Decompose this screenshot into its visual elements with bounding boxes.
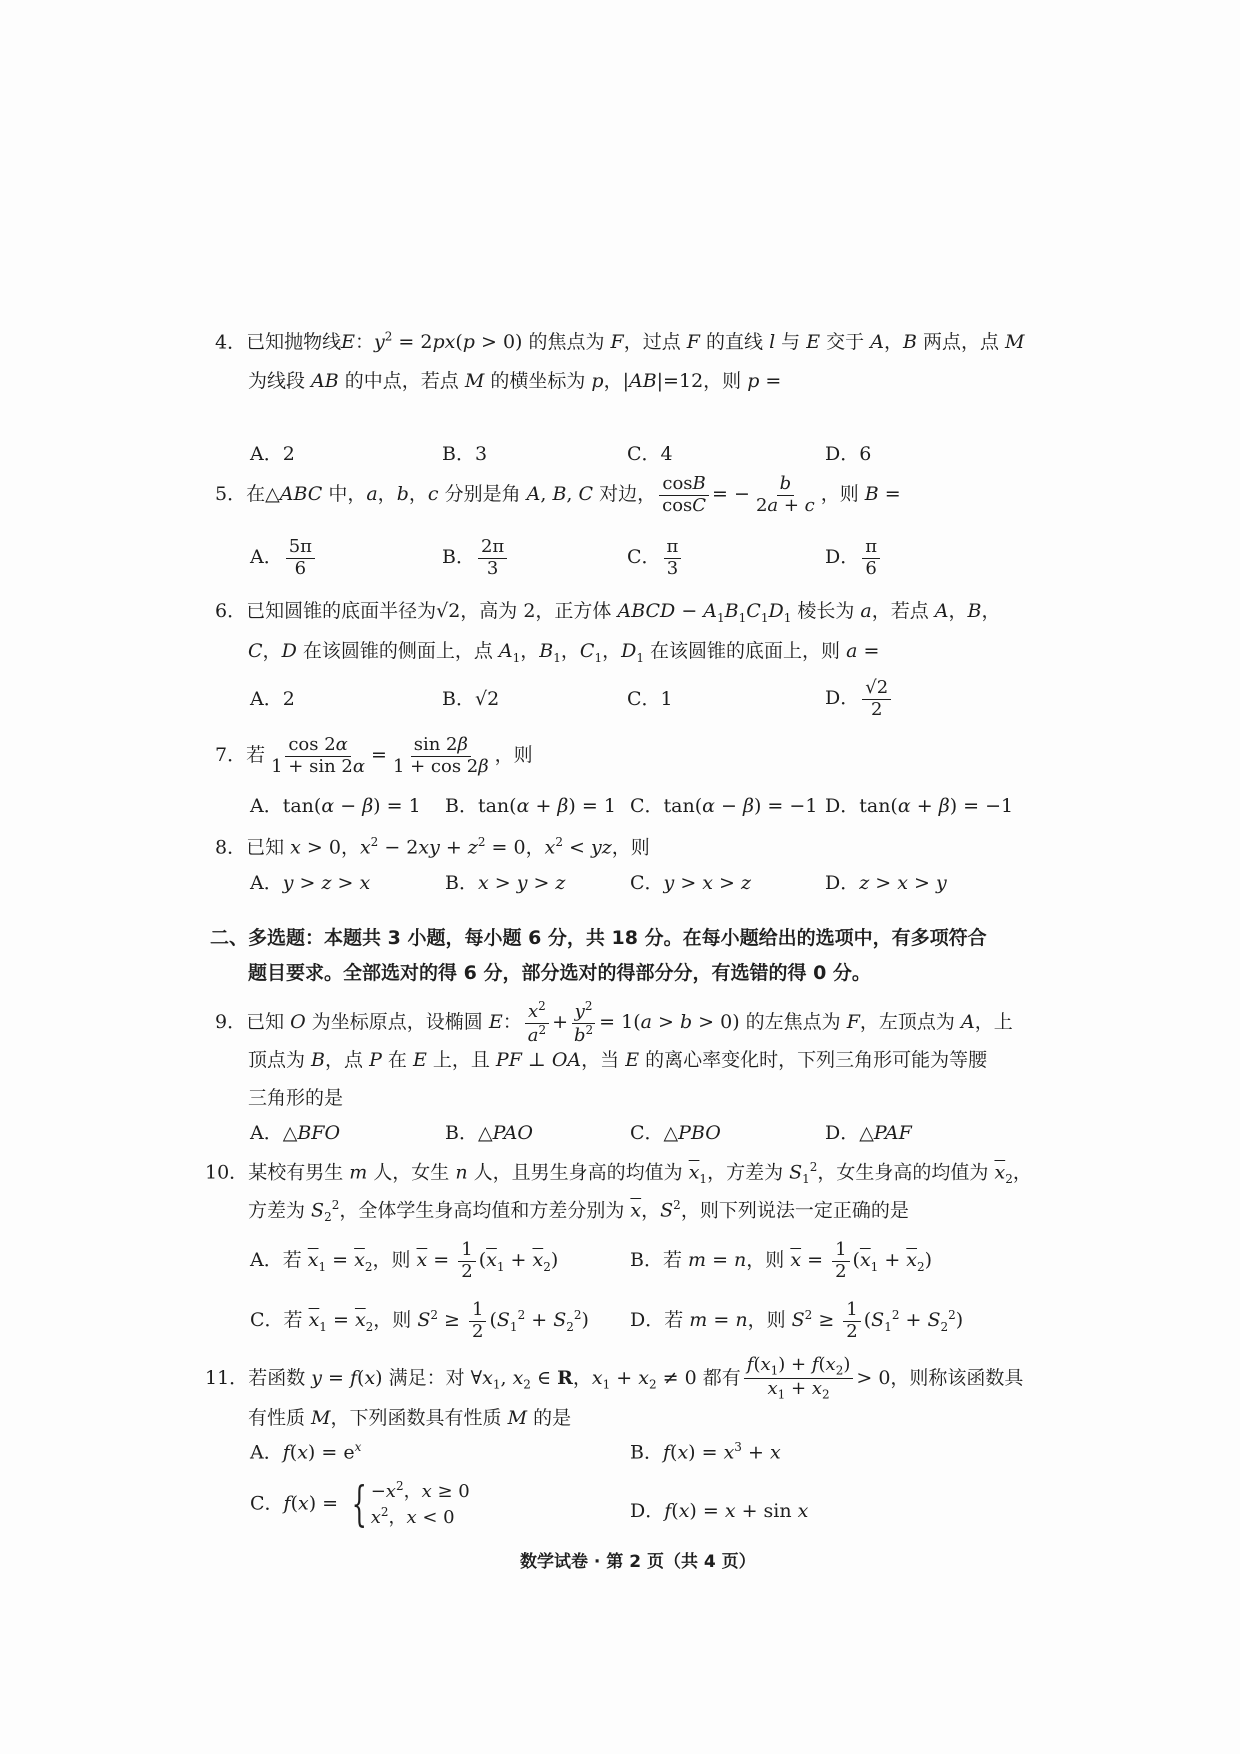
q7-line1: 7．若 $\frac{\cos 2\alpha}{1 + \sin 2\alpha}$ = $\frac{\sin 2\beta}{1 + \cos 2\beta}$ ，则 [215, 734, 533, 777]
q5-option-c[interactable]: C． $\frac{\pi}{3}$ [627, 537, 684, 579]
q8-option-a[interactable]: A．y > z > x [250, 872, 371, 894]
q5-line1: 5．在△ABC 中，a，b，c 分别是角 A, B, C 对边， $\frac{\cos B}{\cos C}$ = − $\frac{b}{2a + c}$ ，则 B = [215, 473, 901, 516]
q8-option-b[interactable]: B．x > y > z [445, 872, 566, 894]
q4-option-d[interactable]: D．6 [825, 443, 872, 465]
q9-line1: 9．已知 O 为坐标原点，设椭圆 E： $\frac{x^2}{a^2}$ + $\frac{y^2}{b^2}$ = 1(a > b > 0) 的左焦点为 F，左顶点为 A，上 [215, 999, 1013, 1046]
q4-text-1: 已知抛物线E：$y^2 = 2px(p > 0)$ 的焦点为 F，过点 F 的直线 l 与 E 交于 A，B 两点，点 M [246, 330, 1025, 354]
q8-line1: 8．已知 x > 0，$x^2 - 2xy + z^2 = 0$，$x^2$ < yz，则 [215, 835, 650, 859]
q5-option-d[interactable]: D． $\frac{\pi}{6}$ [825, 537, 883, 579]
section-2-heading-line1: 二、多选题：本题共 3 小题，每小题 6 分，共 18 分。在每小题给出的选项中，有多项符合 [210, 927, 987, 949]
q7-option-d[interactable]: D．tan(α + β) = −1 [825, 795, 1014, 817]
q9-line2: 顶点为 B，点 P 在 E 上，且 PF ⊥ OA，当 E 的离心率变化时，下列三角形可能为等腰 [248, 1049, 988, 1071]
q4-line2: 为线段 AB 的中点，若点 M 的横坐标为 p，|AB|=12，则 p = [248, 370, 782, 392]
q9-option-a[interactable]: A．△BFO [250, 1122, 341, 1144]
q4-number: 4． [215, 331, 247, 354]
q5-option-b[interactable]: B． $\frac{2\pi}{3}$ [442, 537, 510, 579]
q11-option-c[interactable]: C．f(x) = { $-x^2$，x ≥ 0 $x^2$，x < 0 [250, 1476, 470, 1533]
q6-line2: C，D 在该圆锥的侧面上，点 $A_1$，$B_1$，$C_1$，$D_1$ 在该圆锥的底面上，则 a = [248, 640, 880, 665]
q10-option-c[interactable]: C．若 $\overline{x}_1 = \overline{x}_2$，则 $S^2$ ≥ $\frac{1}{2}$ $(S_1^2 + S_2^2)$ [250, 1299, 589, 1342]
q4-option-b[interactable]: B．3 [442, 443, 488, 465]
q10-line1: 10．某校有男生 m 人，女生 n 人，且男生身高的均值为 $\overline{x}_1$，方差为 $S_1^2$，女生身高的均值为 $\overline{x}_2$， [205, 1160, 1032, 1187]
q6-number: 6． [215, 600, 247, 622]
q5-option-a[interactable]: A． $\frac{5\pi}{6}$ [250, 537, 318, 579]
q6-option-a[interactable]: A．2 [250, 688, 295, 710]
section-2-heading-line2: 题目要求。全部选对的得 6 分，部分选对的得部分分，有选错的得 0 分。 [248, 962, 871, 984]
q6-option-b[interactable]: B．√2 [442, 688, 500, 710]
q9-number: 9． [215, 1011, 247, 1034]
q7-option-a[interactable]: A．tan(α − β) = 1 [250, 795, 421, 817]
q9-option-b[interactable]: B．△PAO [445, 1122, 533, 1144]
q7-option-c[interactable]: C．tan(α − β) = −1 [630, 795, 818, 817]
q9-line3: 三角形的是 [248, 1087, 344, 1109]
q8-number: 8． [215, 836, 247, 859]
q7-number: 7． [215, 744, 247, 767]
q11-line2: 有性质 M，下列函数具有性质 M 的是 [248, 1407, 572, 1429]
q8-option-d[interactable]: D．z > x > y [825, 872, 947, 894]
q11-option-d[interactable]: D．f(x) = x + sin x [630, 1500, 809, 1522]
q4-option-a[interactable]: A．2 [250, 443, 295, 465]
q8-option-c[interactable]: C．y > x > z [630, 872, 752, 894]
q10-option-b[interactable]: B．若 m = n，则 $\overline{x}$ = $\frac{1}{2}$ $(\overline{x}_1 + \overline{x}_2)$ [630, 1239, 933, 1282]
q4-line1 [215, 330, 1024, 354]
q9-option-c[interactable]: C．△PBO [630, 1122, 721, 1144]
q11-line1: 11．若函数 y = f(x) 满足：对 $\forall x_1$, $x_2$ ∈ R，$x_1 + x_2 \ne 0$ 都有 $\frac{f(x_1) + f(x_2)}{x_1 + x_2}$ > 0，则称该函数具 [205, 1354, 1024, 1402]
q4-option-c[interactable]: C．4 [627, 443, 673, 465]
q11-option-a[interactable]: A．$f(x) = e^x$ [250, 1440, 362, 1464]
q9-option-d[interactable]: D．△PAF [825, 1122, 912, 1144]
q11-number: 11． [205, 1366, 249, 1389]
q5-number: 5． [215, 483, 247, 506]
q10-number: 10． [205, 1161, 249, 1184]
q11-option-b[interactable]: B．$f(x) = x^3 + x$ [630, 1440, 781, 1464]
q10-option-d[interactable]: D．若 m = n，则 $S^2$ ≥ $\frac{1}{2}$ $(S_1^2 + S_2^2)$ [630, 1299, 964, 1342]
page-footer: 数学试卷 · 第 2 页（共 4 页） [520, 1552, 756, 1572]
q6-option-d[interactable]: D． $\frac{√2}{2}$ [825, 678, 894, 720]
q10-option-a[interactable]: A．若 $\overline{x}_1 = \overline{x}_2$，则 $\overline{x}$ = $\frac{1}{2}$ $(\overline{x}_1 + \overline{x}_2)$ [250, 1239, 559, 1282]
q10-line2: 方差为 $S_2^2$，全体学生身高均值和方差分别为 $\overline{x}$，$S^2$，则下列说法一定正确的是 [248, 1198, 909, 1225]
q6-option-c[interactable]: C．1 [627, 688, 673, 710]
q7-option-b[interactable]: B．tan(α + β) = 1 [445, 795, 616, 817]
q6-line1: 6．已知圆锥的底面半径为√2，高为 2，正方体 ABCD − $A_1B_1C_1D_1$ 棱长为 a，若点 A，B， [215, 600, 1001, 625]
